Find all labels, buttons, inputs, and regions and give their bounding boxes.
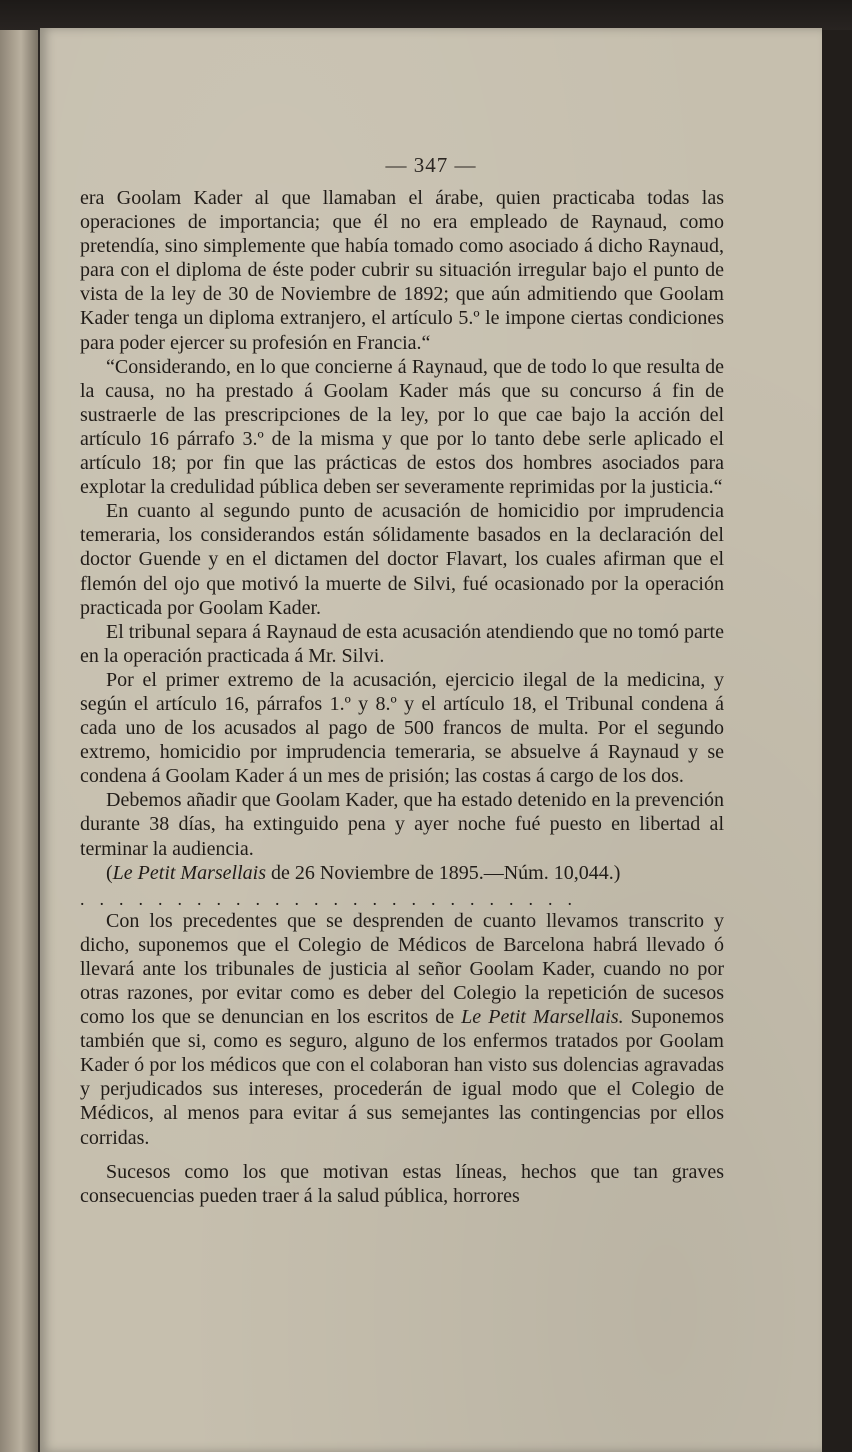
citation-source: Le Petit Marsellais bbox=[112, 861, 266, 884]
spacer bbox=[80, 1150, 724, 1160]
paragraph-7-before: Con los precedentes que se desprenden de cuanto llevamos transcrito y dicho, suponemos que el Colegio de Médicos de Barcelona habrá llevado ó llevará ante los tribunales de justicia al señor Goolam Kader, cuando no por otras razones, por evitar como es deber del Colegio la repetición de sucesos como los que se denuncian en los escritos de bbox=[80, 909, 724, 1029]
scan-backdrop-right bbox=[822, 30, 852, 1452]
paragraph-4: El tribunal separa á Raynaud de esta acusación atendiendo que no tomó parte en la operación practicada á Mr. Silvi. bbox=[80, 620, 724, 667]
citation-rest: de 26 Noviembre de 1895.—Núm. 10,044.) bbox=[266, 861, 621, 884]
page-number: — 347 — bbox=[385, 153, 477, 177]
facing-page-edge bbox=[0, 30, 38, 1452]
paragraph-7-after: Suponemos también que si, como es seguro, alguno de los enfermos tratados por Goolam Kader ó por los médicos que con el colaboran han visto sus dolencias agravadas y perjudicados sus intereses, procederán de igual modo que el Colegio de Médicos, al menos para evitar á sus semejantes las contingencias por ellos corridas. bbox=[80, 1006, 725, 1149]
paragraph-3: En cuanto al segundo punto de acusación de homicidio por imprudencia temeraria, los considerandos están sólidamente basados en la declaración del doctor Guende y en el dictamen del doctor Flavart, los cuales afirman que el flemón del ojo que motivó la muerte de Silvi, fué ocasionado por la operación practicada por Goolam Kader. bbox=[80, 500, 724, 619]
citation bbox=[80, 861, 724, 885]
citation-open: ( bbox=[106, 861, 113, 884]
section-separator: .......................... bbox=[80, 888, 587, 909]
paragraph-2: “Considerando, en lo que concierne á Raynaud, que de todo lo que resulta de la causa, no ha prestado á Goolam Kader más que su concurso á fin de sustraerle de las prescripciones de la ley, por lo que cae bajo la acción del artículo 16 párrafo 3.º de la misma y que por lo tanto debe serle aplicado el artículo 18; por fin que las prácticas de estos dos hombres asociados para explotar la credulidad pública deben ser severamente reprimidas por la justicia.“ bbox=[80, 355, 724, 499]
paragraph-1: era Goolam Kader al que llamaban el árabe, quien practicaba todas las operaciones de importancia; que él no era empleado de Raynaud, como pretendía, sino simplemente que había tomado como asociado á dicho Raynaud, para con el diploma de éste poder cubrir su situación irregular bajo el punto de vista de la ley de 30 de Noviembre de 1892; que aún admitiendo que Goolam Kader tenga un diploma extranjero, el artículo 5.º le impone ciertas condiciones para poder ejercer su profesión en Francia.“ bbox=[80, 187, 724, 354]
book-page bbox=[40, 28, 822, 1452]
paragraph-8: Sucesos como los que motivan estas líneas, hechos que tan graves consecuencias pueden traer á la salud pública, horrores bbox=[80, 1160, 724, 1207]
paragraph-6: Debemos añadir que Goolam Kader, que ha estado detenido en la prevención durante 38 días, ha extinguido pena y ayer noche fué puesto en libertad al terminar la audiencia. bbox=[80, 789, 724, 860]
paragraph-5: Por el primer extremo de la acusación, ejercicio ilegal de la medicina, y según el artículo 16, párrafos 1.º y 8.º y el artículo 18, el Tribunal condena á cada uno de los acusados al pago de 500 francos de multa. Por el segundo extremo, homicidio por imprudencia temeraria, se absuelve á Raynaud y se condena á Goolam Kader á un mes de prisión; las costas á cargo de los dos. bbox=[80, 668, 724, 788]
page-body bbox=[80, 186, 724, 1208]
paragraph-7 bbox=[80, 909, 724, 1150]
paragraph-7-source: Le Petit Marsellais. bbox=[461, 1006, 624, 1029]
